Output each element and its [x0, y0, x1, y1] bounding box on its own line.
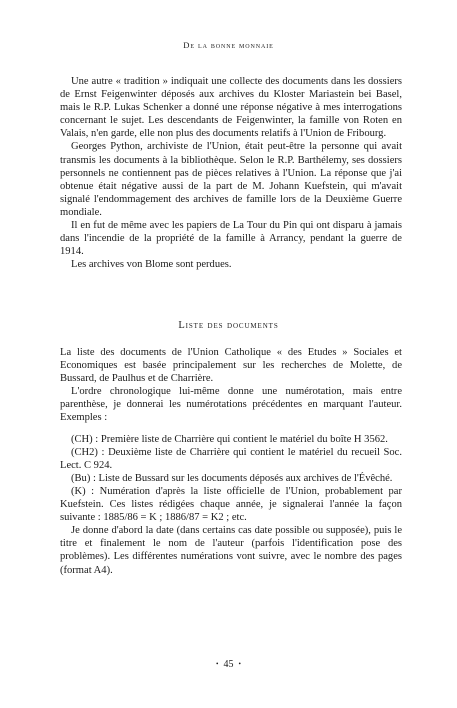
paragraph-von-blome: Les archives von Blome sont perdues. [71, 259, 232, 271]
body-text-top [60, 75, 402, 271]
paragraph-la-tour-du-pin: Il en fut de même avec les papiers de La Tour du Pin qui ont disparu à jamais dans l'incendie de la propriété de la famille à Arrancy, pendant la guerre de 1914. [60, 220, 402, 258]
body-text-list [60, 346, 402, 577]
page-number-footer [0, 659, 457, 670]
bullet-left: • [216, 660, 219, 668]
paragraph-list-intro: La liste des documents de l'Union Catholique « des Etudes » Sociales et Economiques est basée principalement sur les recherches de Molette, de Bussard, de Paulhus et de Charrière. [60, 347, 402, 385]
paragraph-order: L'ordre chronologique lui-même donne une numérotation, mais entre parenthèse, je donnerai les numérotations précédentes en marquant l'auteur. Exemples : [60, 386, 402, 424]
example-k: (K) : Numération d'après la liste officielle de l'Union, probablement par Kuefstein. Ces listes rédigées chaque année, je signalerai l'année la façon suivante : 1885/86 = K ; 1886/87 = K2 ; etc. [60, 485, 402, 524]
spacer [60, 425, 402, 433]
paragraph-python: Georges Python, archiviste de l'Union, était peut-être la personne qui avait transmis les documents à la bibliothèque. Selon le R.P. Barthélemy, ses dossiers personnels ne contiennent pas de pièces relatives à l'Union. La réponse que j'ai obtenue était négative aussi de la part de M. Johann Kuefstein, qui m'avait signalé l'endommagement des archives de famille lors de la Deuxième Guerre mondiale. [60, 141, 402, 218]
example-ch2: (CH2) : Deuxième liste de Charrière qui contient le matériel du recueil Soc. Lect. C 924. [60, 446, 402, 471]
paragraph-tradition: Une autre « tradition » indiquait une collecte des documents dans les dossiers de Ernst Feigenwinter déposés aux archives du Kloster Mariastein bei Basel, mais le R.P. Lukas Schenker a donné une réponse négative à mes interrogations concernant le sujet. Les descendants de Feigenwinter, la famille von Roten en Valais, n'en garde, elle non plus des documents relatifs à l'Union de Fribourg. [60, 76, 402, 140]
example-ch: (CH) : Première liste de Charrière qui contient le matériel du boîte H 3562. [71, 433, 388, 445]
running-head: De la bonne monnaie [183, 40, 274, 50]
bullet-right: • [238, 660, 241, 668]
example-bu: (Bu) : Liste de Bussard sur les documents déposés aux archives de l'Évêché. [71, 472, 393, 484]
paragraph-closing: Je donne d'abord la date (dans certains cas date possible ou supposée), puis le titre et finalement le nom de l'auteur (parfois l'identification pose des problèmes). Les différentes numérations vont suivre, avec le nombre des pages (format A4). [60, 525, 402, 576]
page-number: 45 [223, 659, 234, 670]
section-heading: Liste des documents [178, 320, 279, 331]
